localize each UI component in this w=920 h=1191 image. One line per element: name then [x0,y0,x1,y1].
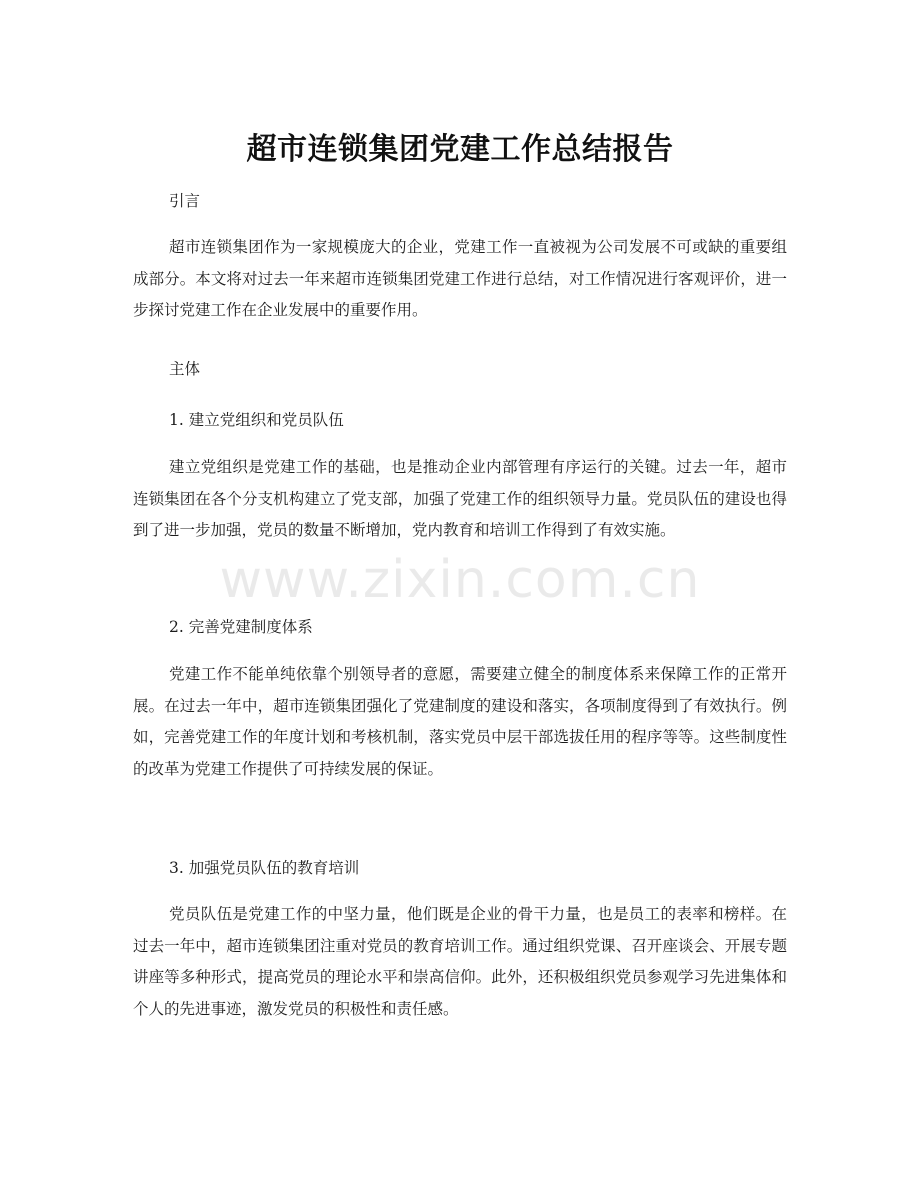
section-1-paragraph: 建立党组织是党建工作的基础，也是推动企业内部管理有序运行的关键。过去一年，超市连锁集团在各个分支机构建立了党支部，加强了党建工作的组织领导力量。党员队伍的建设也得到了进一步加强，党员的数量不断增加，党内教育和培训工作得到了有效实施。 [133,458,787,539]
section-2-heading: 2. 完善党建制度体系 [169,618,313,636]
document-title: 超市连锁集团党建工作总结报告 [246,132,674,168]
watermark-text: www.zixin.com.cn [219,550,701,610]
section-1-heading: 1. 建立党组织和党员队伍 [169,411,344,429]
body-heading: 主体 [169,360,201,378]
section-3-paragraph: 党员队伍是党建工作的中坚力量，他们既是企业的骨干力量，也是员工的表率和榜样。在过去一年中，超市连锁集团注重对党员的教育培训工作。通过组织党课、召开座谈会、开展专题讲座等多种形式，提高党员的理论水平和崇高信仰。此外，还积极组织党员参观学习先进集体和个人的先进事迹，激发党员的积极性和责任感。 [133,905,787,1018]
section-2-paragraph: 党建工作不能单纯依靠个别领导者的意愿，需要建立健全的制度体系来保障工作的正常开展。在过去一年中，超市连锁集团强化了党建制度的建设和落实，各项制度得到了有效执行。例如，完善党建工作的年度计划和考核机制，落实党员中层干部选拔任用的程序等等。这些制度性的改革为党建工作提供了可持续发展的保证。 [133,665,787,778]
section-3-heading: 3. 加强党员队伍的教育培训 [169,859,360,877]
intro-paragraph: 超市连锁集团作为一家规模庞大的企业，党建工作一直被视为公司发展不可或缺的重要组成部分。本文将对过去一年来超市连锁集团党建工作进行总结，对工作情况进行客观评价，进一步探讨党建工作在企业发展中的重要作用。 [133,238,787,319]
intro-heading: 引言 [169,192,201,210]
